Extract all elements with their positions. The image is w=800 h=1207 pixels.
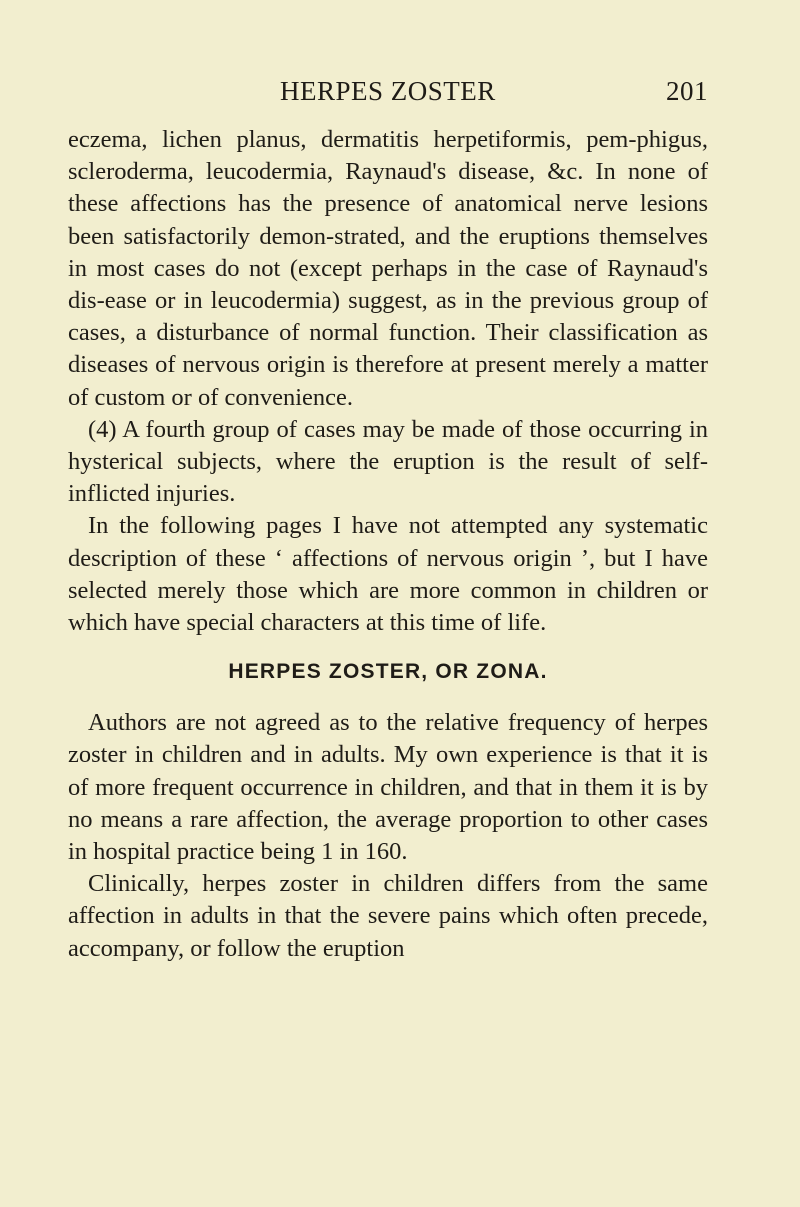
body-text — [68, 124, 708, 965]
running-head — [68, 76, 708, 112]
paragraph-fourth-group: (4) A fourth group of cases may be made of those occurring in hysterical subjects, where the eruption is the result of self-inflicted injuries. — [68, 415, 708, 508]
paragraph-authors: Authors are not agreed as to the relative frequency of herpes zoster in children and in adults. My own experience is that it is of more frequent occurrence in children, and that in them it is by no means a rare affection, the average proportion to other cases in hospital practice being 1 in 160. — [68, 709, 708, 866]
paragraph-clinically: Clinically, herpes zoster in children differs from the same affection in adults in that the severe pains which often precede, accompany, or follow the eruption — [68, 870, 708, 962]
running-head-title: HERPES ZOSTER — [280, 76, 496, 106]
section-heading: HERPES ZOSTER, OR ZONA. — [228, 660, 548, 684]
page-number: 201 — [666, 76, 708, 106]
paragraph-continuation: eczema, lichen planus, dermatitis herpetiformis, pem-phigus, scleroderma, leucodermia, Raynaud's disease, &c. In none of these affections has the presence of anatomical nerve lesions been satisfactorily demon-strated, and the eruptions themselves in most cases do not (except perhaps in the case of Raynaud's dis-ease or in leucodermia) suggest, as in the previous group of cases, a disturbance of normal function. Their classification as diseases of nervous origin is therefore at present merely a matter of custom or of convenience. — [68, 126, 708, 411]
paragraph-following-pages: In the following pages I have not attempted any systematic description of these ‘ affections of nervous origin ’, but I have selected merely those which are more common in children or which have special characters at this time of life. — [68, 512, 708, 637]
